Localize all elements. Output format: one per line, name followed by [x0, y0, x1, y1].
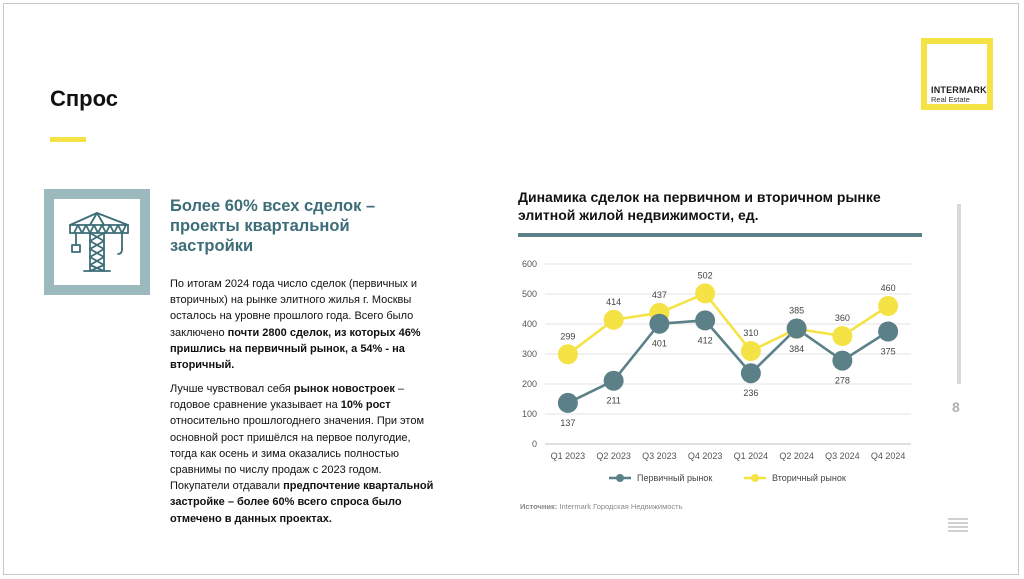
- paragraph-bold-text: предпочтение квартальной застройке – более 60% всего спроса было отмечено в данных проектах.: [170, 480, 434, 525]
- y-tick-label: 600: [521, 259, 537, 269]
- y-tick-label: 0: [531, 439, 537, 449]
- data-point: [832, 326, 852, 346]
- paragraph-text: Лучше чувствовал себя: [170, 383, 294, 395]
- paragraph-text: – годовое сравнение указывает на: [170, 383, 405, 412]
- legend-swatch-marker: [751, 474, 759, 482]
- legend-label: Вторичный рынок: [772, 473, 846, 483]
- source-label: Источник:: [520, 502, 558, 511]
- page-scroll-indicator: [957, 204, 961, 384]
- slide: [3, 3, 1019, 575]
- x-tick-label: Q2 2023: [596, 451, 631, 461]
- data-label: 236: [743, 388, 759, 399]
- section-subheading: Более 60% всех сделок – проекты квартальной застройки: [170, 197, 376, 255]
- paragraph-bold-text: почти 2800 сделок, из которых 46% пришлись на первичный рынок, а 54% - на вторичный.: [170, 326, 421, 372]
- legend-label: Первичный рынок: [637, 473, 713, 483]
- data-label: 401: [651, 338, 667, 349]
- chart-title-rule: [518, 233, 922, 237]
- data-point: [558, 344, 578, 364]
- paragraph-bold-text: рынок новостроек: [293, 383, 395, 395]
- chart-title: Динамика сделок на первичном и вторичном рынке элитной жилой недвижимости, ед.: [518, 189, 881, 223]
- page-title: Спрос: [50, 86, 118, 111]
- data-label: 137: [560, 417, 576, 428]
- menu-icon[interactable]: [948, 517, 968, 533]
- section-icon-frame: [44, 189, 150, 295]
- y-tick-label: 200: [521, 379, 537, 389]
- data-label: 385: [789, 305, 805, 316]
- data-label: 414: [606, 296, 622, 307]
- x-tick-label: Q2 2024: [779, 451, 814, 461]
- source-text: Intermark Городская Недвижимость: [559, 502, 683, 511]
- y-tick-label: 500: [521, 289, 537, 299]
- data-point: [604, 371, 624, 391]
- source-note: [520, 502, 683, 511]
- data-label: 278: [834, 375, 850, 386]
- data-label: 310: [743, 328, 759, 338]
- x-tick-label: Q3 2023: [642, 451, 677, 461]
- data-point: [604, 310, 624, 330]
- data-point: [695, 283, 715, 303]
- x-tick-label: Q1 2024: [733, 451, 769, 461]
- data-point: [649, 314, 669, 334]
- intermark-logo: [921, 38, 993, 110]
- data-label: 360: [834, 313, 850, 323]
- x-tick-label: Q4 2023: [687, 451, 723, 461]
- paragraph-summary: [170, 276, 440, 373]
- data-point: [558, 393, 578, 413]
- construction-crane-icon: [64, 205, 130, 277]
- logo-subtitle: Real Estate: [931, 95, 970, 104]
- data-point: [741, 341, 761, 361]
- data-point: [741, 363, 761, 383]
- title-underline: [50, 137, 86, 142]
- data-label: 211: [606, 395, 621, 406]
- data-point: [695, 310, 715, 330]
- data-point: [832, 351, 852, 371]
- paragraph-bold-text: 10% рост: [340, 399, 391, 412]
- data-label: 412: [697, 335, 713, 346]
- x-tick-label: Q4 2024: [870, 451, 906, 461]
- data-point: [787, 319, 807, 339]
- data-label: 375: [880, 346, 896, 357]
- y-tick-label: 100: [521, 409, 537, 419]
- paragraph-text: По итогам 2024 года число сделок (первичных и вторичных) на рынке элитного жилья г. Москвы осталось на уровне прошлого года. Всего было заключено: [170, 278, 418, 339]
- data-label: 299: [560, 331, 576, 342]
- data-point: [878, 322, 898, 342]
- y-tick-label: 400: [521, 319, 537, 329]
- paragraph-text: относительно прошлогоднего значения. При этом основной рост пришёлся на первое полугодие, тогда как осень и зима оказались полностью сравнимы по числу продаж с 2023 годом. Покупатели отдавали: [170, 415, 425, 493]
- legend-swatch-marker: [616, 474, 624, 482]
- data-point: [878, 296, 898, 316]
- data-label: 384: [789, 343, 805, 354]
- data-label: 460: [880, 283, 896, 293]
- logo-name: INTERMARK: [931, 85, 987, 95]
- y-tick-label: 300: [521, 349, 537, 359]
- page-number: 8: [952, 399, 960, 415]
- data-label: 437: [651, 289, 667, 300]
- line-chart: [509, 252, 919, 492]
- paragraph-new-builds: [170, 381, 440, 527]
- data-label: 502: [697, 270, 713, 281]
- x-tick-label: Q3 2024: [825, 451, 860, 461]
- x-tick-label: Q1 2023: [550, 451, 586, 461]
